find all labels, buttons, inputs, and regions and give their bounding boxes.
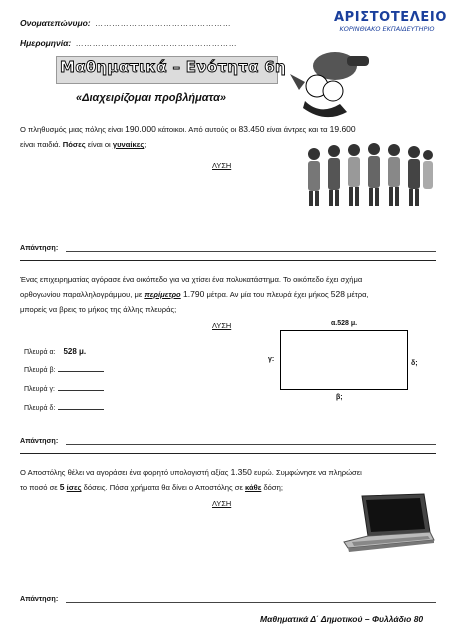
p2-side-value: 528 [330,289,345,299]
people-group-icon [302,140,434,208]
school-logo [334,10,448,33]
p2-line1: Ένας επιχειρηματίας αγόρασε ένα οικόπεδο για να χτίσει ένα πολυκατάστημα. Το οικόπεδο έχει σχήμα [20,275,363,284]
date-row [20,33,237,51]
rectangle-plot [280,330,408,390]
side-c-field[interactable] [58,390,104,391]
rect-right-label: δ; [411,360,418,367]
side-c-row [24,386,104,393]
side-d-row [24,405,104,412]
p1-men: 83.450 [238,124,265,134]
p3-line1-b: ευρώ. Συμφώνησε να πληρώσει [251,468,362,477]
p3-answer-label: Απάντηση: [20,594,59,603]
p1-question-c: γυναίκες [112,140,145,149]
p1-text-b: κάτοικοι. Από αυτούς οι [155,125,239,134]
p2-line2-b: μέτρα. Αν μία του πλευρά έχει μήκος [204,290,331,299]
side-c-label: Πλευρά γ: [24,386,55,393]
p1-text-a: Ο πληθυσμός μιας πόλης είναι [20,125,126,134]
date-dots: ………………………………………………… [75,39,238,48]
problem3-text [20,465,440,495]
p3-line2-c: δόση; [261,483,283,492]
side-a-label: Πλευρά α: [24,349,56,356]
logo-title: ΑΡΙΣΤΟΤΕΛΕΙΟ [334,10,448,25]
p1-solution-label: ΛΥΣΗ [212,161,232,170]
name-label: Ονοματεπώνυμο: [20,18,91,28]
p1-question-a: Πόσες [62,140,86,149]
divider-2 [20,453,436,454]
p3-each-word: κάθε [244,483,262,492]
subtitle: «Διαχειρίζομαι προβλήματα» [76,92,227,104]
banner-title: Μαθηματικά – Ενότητα 6η [60,58,287,76]
p2-answer-label: Απάντηση: [20,436,59,445]
laptop-icon [340,492,436,556]
p3-answer-line[interactable] [66,602,436,603]
p1-population: 190.000 [125,124,156,134]
rect-bottom-label: β; [336,394,343,401]
logo-subtitle: ΚΟΡΙΝΘΙΑΚΟ ΕΚΠΑΙΔΕΥΤΗΡΙΟ [339,25,435,33]
p1-question-b: είναι οι [85,140,113,149]
side-a-value: 528 μ. [63,347,87,356]
side-b-row [24,367,104,374]
p2-line3: μπορείς να βρεις το μήκος της άλλης πλευράς; [20,305,177,314]
p1-text-c: είναι άντρες και τα [264,125,330,134]
p2-line2-c: μέτρα, [344,290,369,299]
side-b-label: Πλευρά β: [24,367,56,374]
name-dots: ………………………………………… [95,19,232,28]
p1-answer-line[interactable] [66,251,436,252]
p1-text-d: είναι παιδιά. [20,140,63,149]
p1-answer-label: Απάντηση: [20,243,59,252]
p3-installments: 5 [59,482,65,492]
p3-line2-b: δόσεις. Πόσα χρήματα θα δίνει ο Αποστόλης σε [81,483,245,492]
cartoon-figure-icon [275,46,375,121]
rect-left-label: γ: [268,356,275,363]
side-b-field[interactable] [58,371,104,372]
p2-perimeter-word: περίμετρο [144,290,181,299]
divider-1 [20,260,436,261]
p3-equal-word: ίσες [66,483,82,492]
p3-price: 1.350 [230,467,252,477]
p3-line2-a: το ποσό σε [20,483,60,492]
p3-solution-label: ΛΥΣΗ [212,499,232,508]
date-label: Ημερομηνία: [20,38,72,48]
rect-top-label: α.528 μ. [331,320,358,327]
p2-solution-label: ΛΥΣΗ [212,321,232,330]
p2-perimeter-value: 1.790 [180,289,205,299]
side-a-row [24,347,86,356]
p2-answer-line[interactable] [66,444,436,445]
name-row [20,13,231,31]
side-d-field[interactable] [58,409,104,410]
side-d-label: Πλευρά δ: [24,405,56,412]
p1-question-d: ; [144,140,147,149]
p3-line1-a: Ο Αποστόλης θέλει να αγοράσει ένα φορητό υπολογιστή αξίας [20,468,231,477]
problem2-text [20,272,440,317]
p2-line2-a: ορθογωνίου παραλληλογράμμου, με [20,290,145,299]
footer-text: Μαθηματικά Δ΄ Δημοτικού – Φυλλάδιο 80 [260,614,424,624]
p1-children: 19.600 [329,124,356,134]
